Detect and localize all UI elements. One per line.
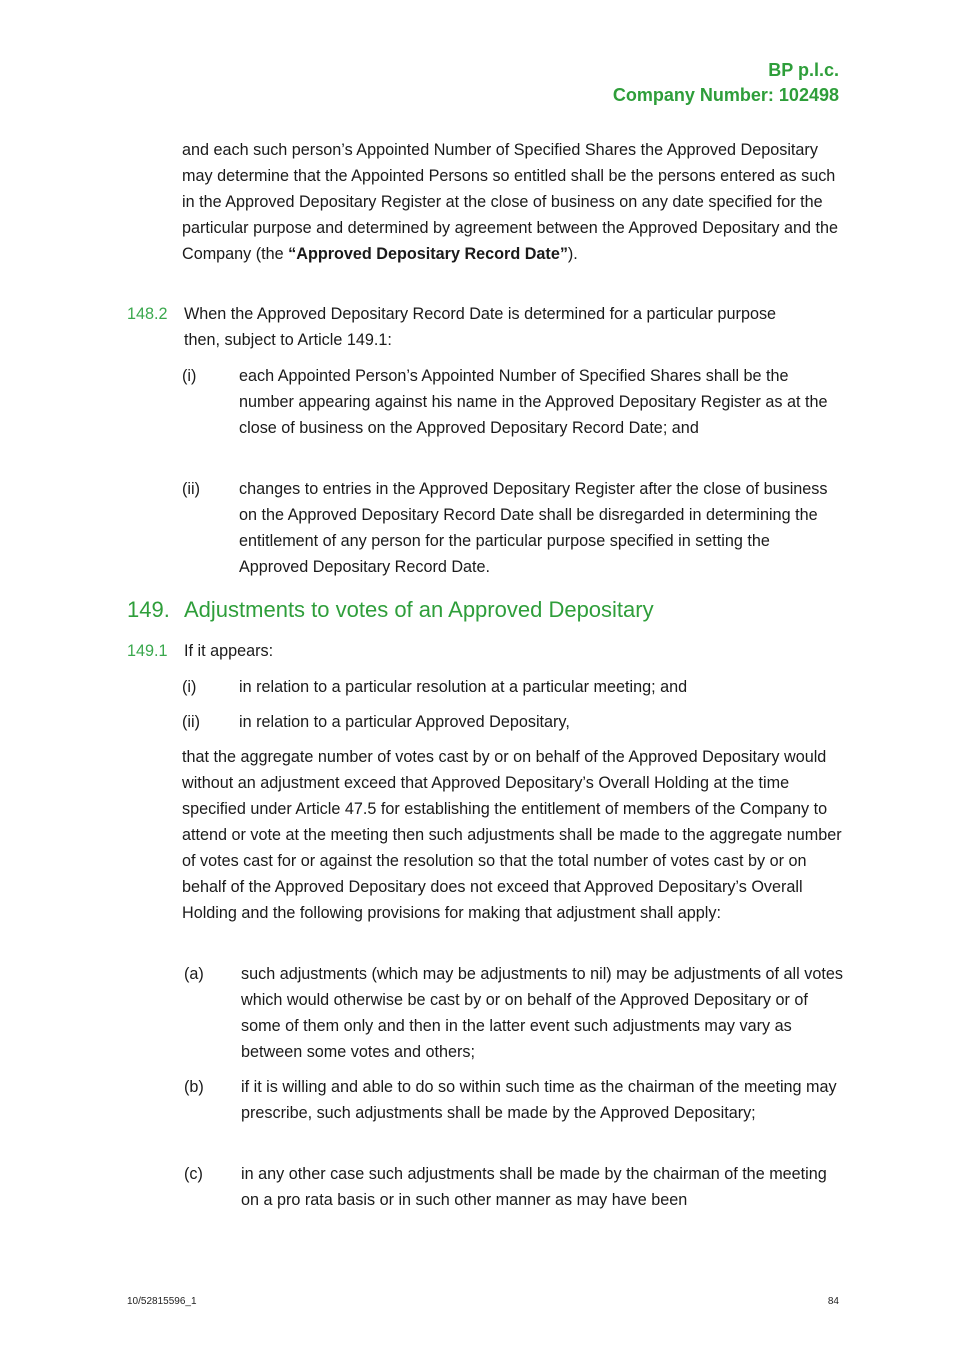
clause-149-1-text: If it appears: (184, 642, 274, 660)
list-label: (ii) (182, 713, 200, 731)
clause-number-148-2: 148.2 (127, 305, 168, 323)
clause-number-149-1: 149.1 (127, 642, 168, 660)
list-item: in relation to a particular resolution at a particular meeting; and (239, 678, 688, 696)
list-label: (i) (182, 367, 197, 385)
list-item: each Appointed Person’s Appointed Number of Specified Shares shall be the number appearing against his name in the Approved Depositary Register as at the close of business on the Approved Depositary Record Date; and (239, 367, 828, 437)
list-item: such adjustments (which may be adjustments to nil) may be adjustments of all votes which would otherwise be cast by or on behalf of the Approved Depositary or of some of them only and then in the latter event such adjustments may vary as between some votes and others; (241, 965, 843, 1061)
list-item: changes to entries in the Approved Depositary Register after the close of business on the Approved Depositary Record Date shall be disregarded in determining the entitlement of any person for the particular purpose specified in setting the Approved Depositary Record Date. (239, 480, 828, 576)
clause-148-2-text: When the Approved Depositary Record Date is determined for a particular purpose then, subject to Article 149.1: (184, 305, 777, 349)
list-label: (b) (184, 1078, 204, 1096)
list-item: if it is willing and able to do so within such time as the chairman of the meeting may prescribe, such adjustments shall be made by the Approved Depositary; (241, 1078, 837, 1122)
list-label: (ii) (182, 480, 200, 498)
page-number: 84 (827, 1296, 839, 1307)
intro-tail: ). (567, 245, 578, 263)
list-label: (i) (182, 678, 197, 696)
intro-paragraph (182, 137, 842, 267)
defined-term: “Approved Depositary Record Date” (288, 245, 568, 263)
page-header (613, 58, 839, 108)
document-reference: 10/52815596_1 (127, 1296, 197, 1307)
clause-149-1-body: that the aggregate number of votes cast by or on behalf of the Approved Depositary would without an adjustment exceed that Approved Depositary’s Overall Holding at the time specified under Article 47.5 for establishing the entitlement of members of the Company to attend or vote at the meeting then such adjustments shall be made to the aggregate number of votes cast for or against the resolution so that the total number of votes cast by or on behalf of the Approved Depositary does not exceed that Approved Depositary’s Overall Holding and the following provisions for making that adjustment shall apply: (182, 748, 842, 922)
list-item: in any other case such adjustments shall be made by the chairman of the meeting on a pro rata basis or in such other manner as may have been (241, 1165, 827, 1209)
list-label: (a) (184, 965, 204, 983)
intro-text: and each such person’s Appointed Number of Specified Shares the Approved Depositary may determine that the Appointed Persons so entitled shall be the persons entered as such in the Approved Depositary Register at the close of business on any date specified for the particular purpose and determined by agreement between the Approved Depositary and the Company (the (182, 141, 839, 263)
company-name: BP p.l.c. (768, 60, 839, 80)
section-title: Adjustments to votes of an Approved Depositary (184, 597, 654, 622)
section-number-149: 149. (127, 597, 170, 622)
company-number: Company Number: 102498 (612, 85, 839, 105)
list-item: in relation to a particular Approved Depositary, (239, 713, 570, 731)
list-label: (c) (184, 1165, 203, 1183)
